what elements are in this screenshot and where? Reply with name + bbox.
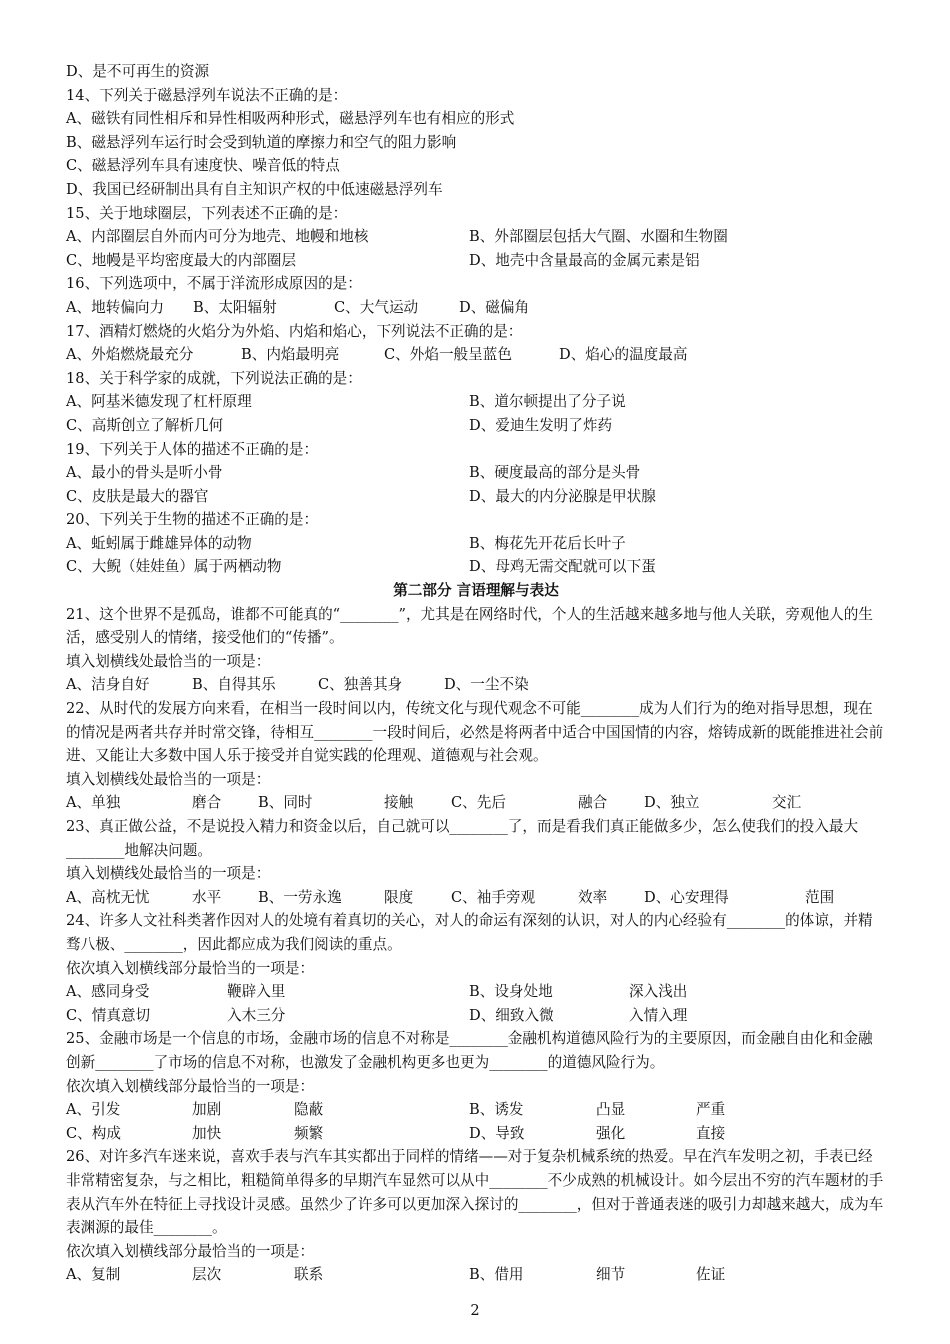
option-16c: C、大气运动 bbox=[334, 298, 419, 316]
option-15b: B、外部圈层包括大气圈、水圈和生物圈 bbox=[469, 228, 728, 246]
option-21a: A、洁身自好 bbox=[66, 676, 150, 694]
options-15-cd bbox=[66, 249, 886, 273]
options-21 bbox=[66, 673, 886, 697]
option-25d-3: 直接 bbox=[696, 1124, 726, 1142]
option-26b-1: B、借用 bbox=[469, 1266, 524, 1284]
options-25-cd bbox=[66, 1122, 886, 1146]
options-20-cd bbox=[66, 555, 886, 579]
options-23 bbox=[66, 886, 886, 910]
options-15-ab bbox=[66, 225, 886, 249]
option-25c-3: 频繁 bbox=[294, 1124, 324, 1142]
question-17: 17、酒精灯燃烧的火焰分为外焰、内焰和焰心，下列说法不正确的是： bbox=[66, 322, 523, 340]
section-heading: 第二部分 言语理解与表达 bbox=[393, 582, 559, 600]
options-18-ab bbox=[66, 390, 886, 414]
option-26a-1: A、复制 bbox=[66, 1266, 121, 1284]
option-23b-2: 限度 bbox=[384, 888, 414, 906]
prompt-22: 填入划横线处最恰当的一项是： bbox=[66, 770, 271, 788]
option-25a-1: A、引发 bbox=[66, 1101, 121, 1119]
options-24-ab bbox=[66, 980, 886, 1004]
option-19b: B、硬度最高的部分是头骨 bbox=[469, 464, 641, 482]
option-22d-2: 交汇 bbox=[772, 794, 802, 812]
option-18b: B、道尔顿提出了分子说 bbox=[469, 393, 626, 411]
option-14a: A、磁铁有同性相斥和异性相吸两种形式，磁悬浮列车也有相应的形式 bbox=[66, 110, 515, 128]
prompt-23: 填入划横线处最恰当的一项是： bbox=[66, 865, 271, 883]
option-24b-1: B、设身处地 bbox=[469, 983, 553, 1001]
question-20: 20、下列关于生物的描述不正确的是： bbox=[66, 511, 319, 529]
option-23a-2: 水平 bbox=[192, 888, 222, 906]
question-18: 18、关于科学家的成就，下列说法正确的是： bbox=[66, 369, 362, 387]
option-26a-2: 层次 bbox=[192, 1266, 222, 1284]
question-14: 14、下列关于磁悬浮列车说法不正确的是： bbox=[66, 86, 348, 104]
option-20c: C、大鲵（娃娃鱼）属于两栖动物 bbox=[66, 558, 282, 576]
question-26: 26、对许多汽车迷来说，喜欢手表与汽车其实都出于同样的情绪——对于复杂机械系统的热爱。早在汽车发明之初，手表已经非常精密复杂，与之相比，粗糙简单得多的早期汽车显然可以从中________不少成熟的机械设计。如今层出不穷的汽车题材的手表从汽车外在特征上寻找设计灵感。虽然少了许多可以更加深入探讨的________，但对于普通表迷的吸引力却越来越大，成为车表渊源的最佳________。 bbox=[66, 1148, 884, 1237]
question-23: 23、真正做公益，不是说投入精力和资金以后，自己就可以________了，而是看我们真正能做多少，怎么使我们的投入最大________地解决问题。 bbox=[66, 818, 859, 859]
options-17 bbox=[66, 343, 886, 367]
option-14b: B、磁悬浮列车运行时会受到轨道的摩擦力和空气的阻力影响 bbox=[66, 133, 457, 151]
prompt-21: 填入划横线处最恰当的一项是： bbox=[66, 652, 271, 670]
option-23a-1: A、高枕无忧 bbox=[66, 888, 150, 906]
option-25b-3: 严重 bbox=[696, 1101, 726, 1119]
option-19a: A、最小的骨头是听小骨 bbox=[66, 464, 223, 482]
question-24: 24、许多人文社科类著作因对人的处境有着真切的关心，对人的命运有深刻的认识，对人的内心经验有________的体谅，并精骛八极、________，因此都应成为我们阅读的重点。 bbox=[66, 912, 873, 953]
option-21d: D、一尘不染 bbox=[444, 676, 529, 694]
option-23c-2: 效率 bbox=[578, 888, 608, 906]
option-23d-1: D、心安理得 bbox=[644, 888, 729, 906]
options-22 bbox=[66, 791, 886, 815]
option-26b-2: 细节 bbox=[596, 1266, 626, 1284]
option-25c-1: C、构成 bbox=[66, 1124, 121, 1142]
prompt-25: 依次填入划横线部分最恰当的一项是： bbox=[66, 1077, 315, 1095]
option-14c: C、磁悬浮列车具有速度快、噪音低的特点 bbox=[66, 157, 340, 175]
option-20d: D、母鸡无需交配就可以下蛋 bbox=[469, 558, 656, 576]
option-line: D、是不可再生的资源 bbox=[66, 63, 210, 80]
page-number: 2 bbox=[470, 1302, 480, 1319]
option-25c-2: 加快 bbox=[192, 1124, 222, 1142]
option-17c: C、外焰一般呈蓝色 bbox=[384, 346, 512, 364]
option-18a: A、阿基米德发现了杠杆原理 bbox=[66, 393, 252, 411]
prompt-26: 依次填入划横线部分最恰当的一项是： bbox=[66, 1242, 315, 1260]
option-15d: D、地壳中含量最高的金属元素是铝 bbox=[469, 251, 700, 269]
option-23b-1: B、一劳永逸 bbox=[258, 888, 342, 906]
option-24a-2: 鞭辟入里 bbox=[227, 983, 286, 1001]
option-24a-1: A、感同身受 bbox=[66, 983, 150, 1001]
prompt-24: 依次填入划横线部分最恰当的一项是： bbox=[66, 959, 315, 977]
question-15: 15、关于地球圈层，下列表述不正确的是： bbox=[66, 204, 348, 222]
option-21c: C、独善其身 bbox=[318, 676, 403, 694]
options-18-cd bbox=[66, 414, 886, 438]
options-19-ab bbox=[66, 461, 886, 485]
option-20a: A、蚯蚓属于雌雄异体的动物 bbox=[66, 534, 252, 552]
option-17b: B、内焰最明亮 bbox=[241, 346, 340, 364]
option-25d-1: D、导致 bbox=[469, 1124, 525, 1142]
option-18d: D、爱迪生发明了炸药 bbox=[469, 416, 613, 434]
option-17d: D、焰心的温度最高 bbox=[559, 346, 688, 364]
option-16d: D、磁偏角 bbox=[459, 298, 530, 316]
option-24c-1: C、情真意切 bbox=[66, 1006, 151, 1024]
question-19: 19、下列关于人体的描述不正确的是： bbox=[66, 440, 319, 458]
option-18c: C、高斯创立了解析几何 bbox=[66, 416, 224, 434]
option-22a-2: 磨合 bbox=[192, 794, 222, 812]
options-26-ab bbox=[66, 1263, 886, 1287]
option-25a-3: 隐蔽 bbox=[294, 1101, 324, 1119]
option-17a: A、外焰燃烧最充分 bbox=[66, 346, 194, 364]
option-22d-1: D、独立 bbox=[644, 794, 700, 812]
option-23c-1: C、袖手旁观 bbox=[451, 888, 536, 906]
option-22b-1: B、同时 bbox=[258, 794, 313, 812]
option-24d-1: D、细致入微 bbox=[469, 1006, 554, 1024]
option-20b: B、梅花先开花后长叶子 bbox=[469, 534, 626, 552]
option-25b-2: 凸显 bbox=[596, 1101, 626, 1119]
question-22: 22、从时代的发展方向来看，在相当一段时间以内，传统文化与现代观念不可能________成为人们行为的绝对指导思想，现在的情况是两者共存并时常交锋，待相互________一段时间后，必然是将两者中适合中国国情的内容，熔铸成新的既能推进社会前进、又能让大多数中国人乐于接受并自觉实践的伦理观、道德观与社会观。 bbox=[66, 700, 884, 765]
option-22a-1: A、单独 bbox=[66, 794, 121, 812]
option-25b-1: B、诱发 bbox=[469, 1101, 524, 1119]
option-22b-2: 接触 bbox=[384, 794, 414, 812]
option-25d-2: 强化 bbox=[596, 1124, 626, 1142]
question-21: 21、这个世界不是孤岛，谁都不可能真的“________”，尤其是在网络时代，个人的生活越来越多地与他人关联，旁观他人的生活，感受别人的情绪，接受他们的“传播”。 bbox=[66, 605, 873, 647]
option-26a-3: 联系 bbox=[294, 1266, 324, 1284]
exam-page bbox=[66, 60, 886, 1287]
option-22c-2: 融合 bbox=[578, 794, 608, 812]
option-22c-1: C、先后 bbox=[451, 794, 506, 812]
option-19d: D、最大的内分泌腺是甲状腺 bbox=[469, 487, 656, 505]
option-14d: D、我国已经研制出具有自主知识产权的中低速磁悬浮列车 bbox=[66, 180, 443, 198]
option-21b: B、自得其乐 bbox=[192, 676, 276, 694]
question-16: 16、下列选项中，不属于洋流形成原因的是： bbox=[66, 275, 362, 293]
option-15c: C、地幔是平均密度最大的内部圈层 bbox=[66, 251, 297, 269]
option-24d-2: 入情入理 bbox=[629, 1006, 688, 1024]
options-20-ab bbox=[66, 532, 886, 556]
option-19c: C、皮肤是最大的器官 bbox=[66, 487, 209, 505]
question-25: 25、金融市场是一个信息的市场，金融市场的信息不对称是________金融机构道德风险行为的主要原因，而金融自由化和金融创新________了市场的信息不对称，也激发了金融机构更多也更为________的道德风险行为。 bbox=[66, 1030, 873, 1071]
option-24c-2: 入木三分 bbox=[227, 1006, 286, 1024]
options-25-ab bbox=[66, 1098, 886, 1122]
option-15a: A、内部圈层自外而内可分为地壳、地幔和地核 bbox=[66, 228, 369, 246]
option-25a-2: 加剧 bbox=[192, 1101, 222, 1119]
options-16 bbox=[66, 296, 886, 320]
options-19-cd bbox=[66, 485, 886, 509]
option-16b: B、太阳辐射 bbox=[193, 298, 277, 316]
option-16a: A、地转偏向力 bbox=[66, 298, 165, 316]
option-26b-3: 佐证 bbox=[696, 1266, 726, 1284]
option-23d-2: 范围 bbox=[805, 888, 835, 906]
options-24-cd bbox=[66, 1004, 886, 1028]
option-24b-2: 深入浅出 bbox=[629, 983, 688, 1001]
